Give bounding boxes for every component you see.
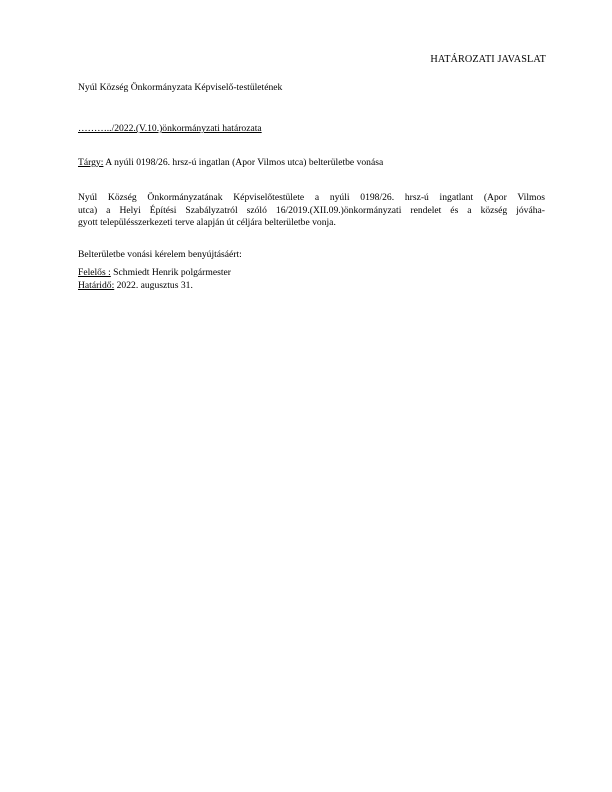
subject-label: Tárgy: — [78, 157, 104, 168]
document-heading: HATÁROZATI JAVASLAT — [430, 54, 546, 65]
responsible-value: Schmiedt Henrik polgármester — [110, 267, 231, 278]
deadline-label: Határidő: — [78, 280, 115, 291]
body-line-3: gyott településszerkezeti terve alapján út céljára belterületbe vonja. — [78, 217, 336, 229]
deadline-line — [78, 280, 193, 292]
subject-line — [78, 157, 383, 169]
deadline-value: 2022. augusztus 31. — [114, 280, 193, 291]
responsible-label: Felelős : — [78, 267, 111, 278]
body-line-2: utca) a Helyi Építési Szabályzatról szóló 16/2019.(XII.09.)önkormányzati rendelet és a község jóváha- — [78, 204, 545, 216]
addressee-line: Nyúl Község Önkormányzata Képviselő-testületének — [78, 82, 283, 93]
body-line-1: Nyúl Község Önkormányzatának Képviselőtestülete a nyúli 0198/26. hrsz-ú ingatlant (Apor Vilmos — [78, 192, 545, 203]
resolution-number: ………../2022.(V.10.)önkormányzati határozata — [78, 123, 262, 134]
subject-text: A nyúli 0198/26. hrsz-ú ingatlan (Apor Vilmos utca) belterületbe vonása — [103, 157, 384, 168]
resolution-body — [78, 192, 545, 230]
request-line: Belterületbe vonási kérelem benyújtásáért: — [78, 249, 242, 260]
responsible-line — [78, 267, 231, 279]
